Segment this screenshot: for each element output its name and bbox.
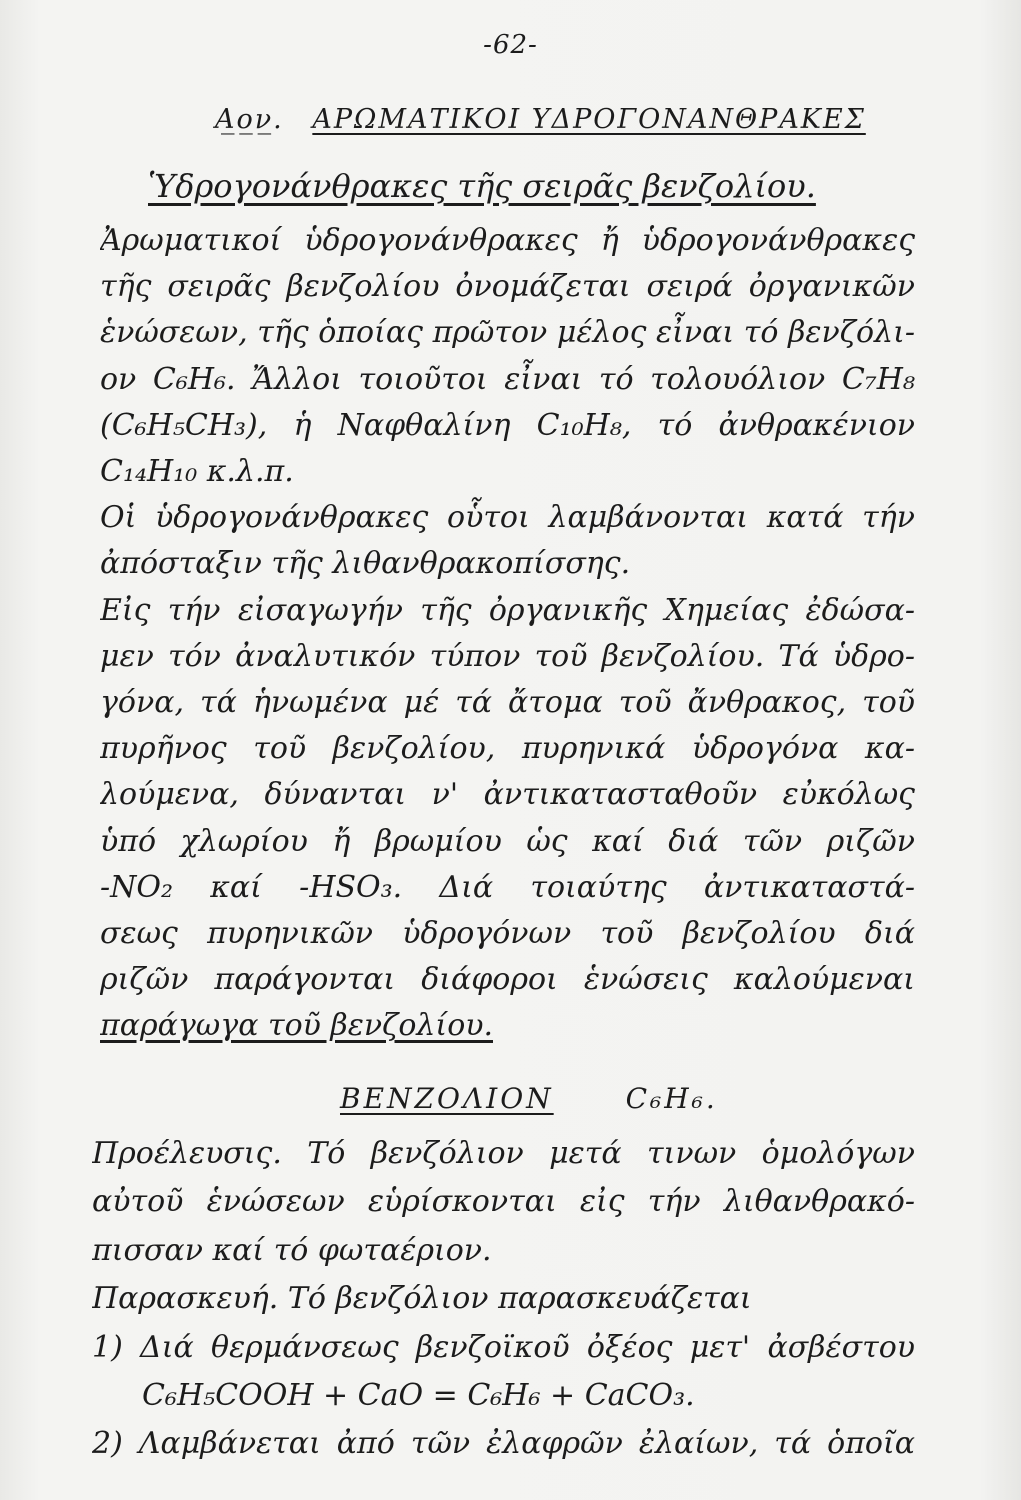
text-line: λούμενα, δύνανται ν' ἀντικατασταθοῦν εὐκόλως [100,777,915,813]
text-line: ον C₆H₆. Ἄλλοι τοιοῦτοι εἶναι τό τολουόλιον C₇H₈ [100,361,915,397]
text-line: Ἀρωματικοί ὑδρογονάνθρακες ἤ ὑδρογονάνθρακες [100,223,915,258]
text-line: 2) Λαμβάνεται ἀπό τῶν ἐλαφρῶν ἐλαίων, τά ὁποῖα [92,1426,915,1462]
text-line: Εἰς τήν εἰσαγωγήν τῆς ὀργανικῆς Χημείας ἐδώσα- [100,592,915,628]
text-line: 1) Διά θερμάνσεως βενζοϊκοῦ ὀξέος μετ' ἀσβέστου [92,1329,915,1365]
text-line: Οἱ ὑδρογονάνθρακες οὗτοι λαμβάνονται κατά τήν [100,500,915,536]
text-line: (C₆H₅CH₃), ἡ Ναφθαλίνη C₁₀H₈, τό ἀνθρακένιον [100,407,915,443]
text-line: πυρῆνος τοῦ βενζολίου, πυρηνικά ὑδρογόνα κα- [100,731,915,767]
chapter-title: ΑΡΩΜΑΤΙΚΟΙ ΥΔΡΟΓΟΝΑΝΘΡΑΚΕΣ [312,104,866,135]
text-line: παράγωγα τοῦ βενζολίου. [100,1008,494,1044]
section-formula: C₆H₆. [625,1082,718,1115]
page-number: -62- [483,30,538,60]
intro-paragraphs [100,218,915,1064]
section-title [340,1082,718,1115]
section-name: ΒΕΝΖΟΛΙΟΝ [340,1082,554,1115]
chapter-heading [215,104,866,135]
text-line: πισσαν καί τό φωταέριον. [92,1232,492,1268]
text-line: γόνα, τά ἡνωμένα μέ τά ἄτομα τοῦ ἄνθρακος, τοῦ [100,685,915,721]
text-line: αὐτοῦ ἑνώσεων εὑρίσκονται εἰς τήν λιθανθρακό- [92,1184,915,1220]
subheading: Ὑδρογονάνθρακες τῆς σειρᾶς βενζολίου. [148,167,816,205]
text-line: Παρασκευή. Τό βενζόλιον παρασκευάζεται [92,1281,752,1317]
text-line: -NO₂ καί -HSO₃. Διά τοιαύτης ἀντικαταστά- [100,869,915,905]
text-line: μεν τόν ἀναλυτικόν τύπον τοῦ βενζολίου. Τά ὑδρο- [100,638,915,674]
chemical-equation: C₆H₅COOH + CaO = C₆H₆ + CaCO₃. [142,1378,695,1414]
text-line: ἑνώσεων, τῆς ὁποίας πρῶτον μέλος εἶναι τό βενζόλι- [100,315,915,351]
text-line: ὑπό χλωρίου ἤ βρωμίου ὡς καί διά τῶν ριζῶν [100,823,915,859]
text-line: τῆς σειρᾶς βενζολίου ὀνομάζεται σειρά ὀργανικῶν [100,269,915,305]
section-paragraphs [92,1130,915,1469]
text-line: σεως πυρηνικῶν ὑδρογόνων τοῦ βενζολίου διά [100,916,915,952]
text-line: C₁₄H₁₀ κ.λ.π. [100,454,294,490]
text-line: ριζῶν παράγονται διάφοροι ἑνώσεις καλούμεναι [100,962,915,998]
text-line: Προέλευσις. Τό βενζόλιον μετά τινων ὁμολόγων [92,1136,915,1171]
chapter-label: Α̲ο̲ν̲. [215,104,284,135]
text-line: ἀπόσταξιν τῆς λιθανθρακοπίσσης. [100,546,631,582]
